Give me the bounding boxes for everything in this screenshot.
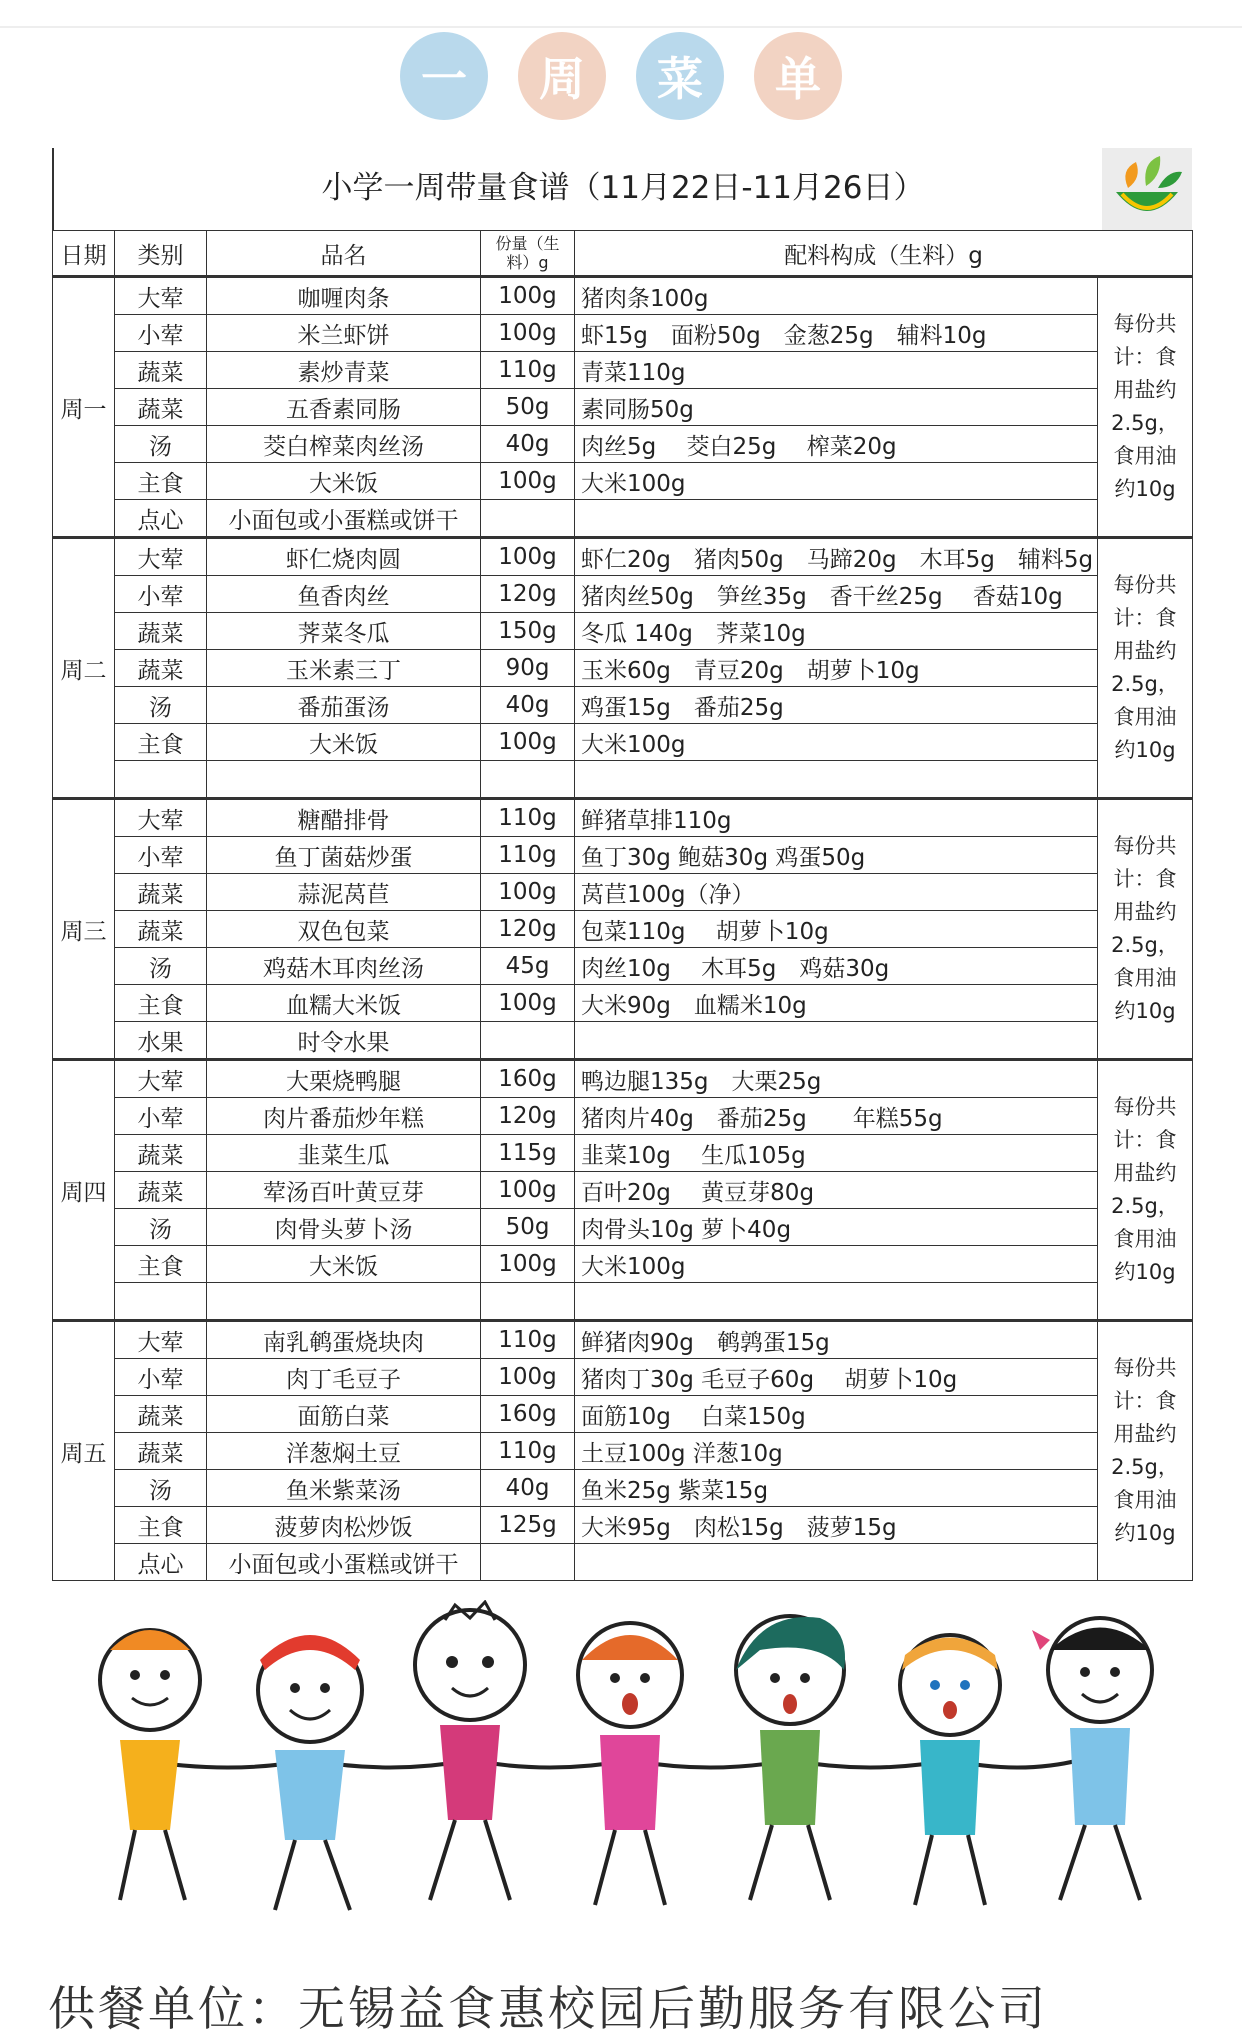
cell-type: 主食 <box>115 985 207 1022</box>
cell-ingredients: 包菜110g 胡萝卜10g <box>575 911 1098 948</box>
sheet-title-row <box>52 148 1192 230</box>
cell-type: 蔬菜 <box>115 911 207 948</box>
cell-ingredients <box>575 1544 1098 1581</box>
table-row <box>53 500 1193 538</box>
cell-type: 点心 <box>115 500 207 538</box>
cell-dish: 肉丁毛豆子 <box>207 1359 481 1396</box>
cell-dish: 血糯大米饭 <box>207 985 481 1022</box>
cell-dish: 玉米素三丁 <box>207 650 481 687</box>
cell-dish: 茭白榨菜肉丝汤 <box>207 426 481 463</box>
cell-ingredients: 虾仁20g 猪肉50g 马蹄20g 木耳5g 辅料5g <box>575 538 1098 576</box>
cell-dish: 糖醋排骨 <box>207 799 481 837</box>
nutrition-note: 每份共计：食用盐约2.5g，食用油约10g <box>1098 277 1193 538</box>
nutrition-note: 每份共计：食用盐约2.5g，食用油约10g <box>1098 799 1193 1060</box>
day-cell: 周二 <box>53 538 115 799</box>
cell-ingredients: 猪肉丁30g 毛豆子60g 胡萝卜10g <box>575 1359 1098 1396</box>
cell-ingredients: 韭菜10g 生瓜105g <box>575 1135 1098 1172</box>
bowl-logo-icon <box>1102 148 1192 230</box>
cell-dish: 鸡菇木耳肉丝汤 <box>207 948 481 985</box>
table-row <box>53 1209 1193 1246</box>
cell-dish: 荤汤百叶黄豆芽 <box>207 1172 481 1209</box>
kid-5 <box>736 1616 845 1900</box>
cell-type: 大荤 <box>115 1060 207 1098</box>
cell-type: 小荤 <box>115 315 207 352</box>
header-circle-2: 周 <box>518 32 606 120</box>
cell-amount: 110g <box>481 837 575 874</box>
cell-type: 蔬菜 <box>115 389 207 426</box>
cell-type: 大荤 <box>115 1321 207 1359</box>
cell-type: 小荤 <box>115 1098 207 1135</box>
cell-ingredients: 猪肉片40g 番茄25g 年糕55g <box>575 1098 1098 1135</box>
cell-type: 主食 <box>115 1507 207 1544</box>
table-row <box>53 426 1193 463</box>
header-circle-3: 菜 <box>636 32 724 120</box>
cell-amount: 110g <box>481 799 575 837</box>
cell-amount: 100g <box>481 1359 575 1396</box>
cell-amount: 160g <box>481 1396 575 1433</box>
cell-ingredients: 虾15g 面粉50g 金葱25g 辅料10g <box>575 315 1098 352</box>
cell-dish: 面筋白菜 <box>207 1396 481 1433</box>
table-row <box>53 1507 1193 1544</box>
cell-type: 点心 <box>115 1544 207 1581</box>
cell-ingredients: 玉米60g 青豆20g 胡萝卜10g <box>575 650 1098 687</box>
cell-amount: 40g <box>481 1470 575 1507</box>
cell-dish: 番茄蛋汤 <box>207 687 481 724</box>
table-row <box>53 687 1193 724</box>
table-row <box>53 874 1193 911</box>
table-row <box>53 389 1193 426</box>
cell-type: 小荤 <box>115 1359 207 1396</box>
cell-ingredients <box>575 500 1098 538</box>
cell-amount: 160g <box>481 1060 575 1098</box>
children-holding-hands-illustration <box>60 1600 1180 1940</box>
cell-ingredients: 鲜猪草排110g <box>575 799 1098 837</box>
cell-ingredients: 猪肉条100g <box>575 277 1098 315</box>
cell-type: 水果 <box>115 1022 207 1060</box>
kid-6 <box>900 1635 1000 1905</box>
cell-amount: 100g <box>481 1172 575 1209</box>
table-row <box>53 576 1193 613</box>
cell-dish: 蒜泥莴苣 <box>207 874 481 911</box>
cell-amount: 120g <box>481 911 575 948</box>
cell-amount <box>481 761 575 799</box>
table-row <box>53 277 1193 315</box>
cell-ingredients: 鲜猪肉90g 鹌鹑蛋15g <box>575 1321 1098 1359</box>
cell-amount: 100g <box>481 315 575 352</box>
header-circle-1: 一 <box>400 32 488 120</box>
cell-amount: 115g <box>481 1135 575 1172</box>
cell-dish: 荠菜冬瓜 <box>207 613 481 650</box>
cell-type: 主食 <box>115 1246 207 1283</box>
cell-type: 蔬菜 <box>115 1433 207 1470</box>
cell-amount: 100g <box>481 724 575 761</box>
cell-amount: 100g <box>481 538 575 576</box>
cell-dish: 小面包或小蛋糕或饼干 <box>207 500 481 538</box>
cell-type <box>115 761 207 799</box>
kid-2 <box>258 1635 362 1910</box>
table-row <box>53 799 1193 837</box>
table-row <box>53 1172 1193 1209</box>
cell-ingredients: 肉丝10g 木耳5g 鸡菇30g <box>575 948 1098 985</box>
cell-amount: 50g <box>481 1209 575 1246</box>
cell-type: 小荤 <box>115 837 207 874</box>
table-row <box>53 837 1193 874</box>
cell-type: 汤 <box>115 687 207 724</box>
table-row <box>53 315 1193 352</box>
cell-amount: 100g <box>481 985 575 1022</box>
cell-type: 汤 <box>115 426 207 463</box>
day-cell: 周五 <box>53 1321 115 1581</box>
menu-sheet <box>52 148 1192 1581</box>
cell-ingredients: 土豆100g 洋葱10g <box>575 1433 1098 1470</box>
day-cell: 周四 <box>53 1060 115 1321</box>
cell-type: 蔬菜 <box>115 1172 207 1209</box>
cell-dish: 大米饭 <box>207 724 481 761</box>
table-row <box>53 463 1193 500</box>
cell-ingredients: 大米100g <box>575 1246 1098 1283</box>
cell-type: 主食 <box>115 724 207 761</box>
cell-amount: 50g <box>481 389 575 426</box>
cell-dish: 菠萝肉松炒饭 <box>207 1507 481 1544</box>
cell-dish: 咖喱肉条 <box>207 277 481 315</box>
cell-ingredients: 鱼米25g 紫菜15g <box>575 1470 1098 1507</box>
table-row <box>53 724 1193 761</box>
table-row <box>53 1433 1193 1470</box>
cell-type: 蔬菜 <box>115 874 207 911</box>
cell-type: 大荤 <box>115 538 207 576</box>
cell-dish: 大栗烧鸭腿 <box>207 1060 481 1098</box>
supplier-footer: 供餐单位：无锡益食惠校园后勤服务有限公司 <box>48 1982 1048 2037</box>
cell-dish: 五香素同肠 <box>207 389 481 426</box>
table-header-row <box>53 231 1193 277</box>
cell-ingredients: 面筋10g 白菜150g <box>575 1396 1098 1433</box>
cell-ingredients: 大米100g <box>575 463 1098 500</box>
table-row <box>53 1246 1193 1283</box>
table-row <box>53 761 1193 799</box>
cell-amount: 120g <box>481 576 575 613</box>
cell-amount <box>481 1283 575 1321</box>
table-row <box>53 650 1193 687</box>
cell-type: 汤 <box>115 948 207 985</box>
table-row <box>53 1022 1193 1060</box>
col-header-amount: 份量（生料）g <box>481 231 575 277</box>
cell-dish <box>207 761 481 799</box>
table-row <box>53 1135 1193 1172</box>
cell-type: 蔬菜 <box>115 613 207 650</box>
table-row <box>53 911 1193 948</box>
sheet-title: 小学一周带量食谱（11月22日-11月26日） <box>321 170 925 206</box>
cell-dish: 鱼米紫菜汤 <box>207 1470 481 1507</box>
col-header-dish: 品名 <box>207 231 481 277</box>
cell-type: 蔬菜 <box>115 352 207 389</box>
cell-dish: 双色包菜 <box>207 911 481 948</box>
table-row <box>53 1060 1193 1098</box>
cell-amount: 100g <box>481 874 575 911</box>
cell-ingredients: 百叶20g 黄豆芽80g <box>575 1172 1098 1209</box>
day-cell: 周三 <box>53 799 115 1060</box>
cell-amount: 100g <box>481 1246 575 1283</box>
cell-dish: 南乳鹌蛋烧块肉 <box>207 1321 481 1359</box>
cell-amount <box>481 1544 575 1581</box>
cell-amount: 45g <box>481 948 575 985</box>
col-header-day: 日期 <box>53 231 115 277</box>
table-row <box>53 538 1193 576</box>
cell-ingredients: 莴苣100g（净） <box>575 874 1098 911</box>
table-row <box>53 1359 1193 1396</box>
cell-dish: 大米饭 <box>207 463 481 500</box>
cell-amount: 40g <box>481 687 575 724</box>
cell-ingredients <box>575 1022 1098 1060</box>
cell-dish: 米兰虾饼 <box>207 315 481 352</box>
cell-dish <box>207 1283 481 1321</box>
cell-ingredients: 冬瓜 140g 荠菜10g <box>575 613 1098 650</box>
table-row <box>53 1283 1193 1321</box>
cell-ingredients: 猪肉丝50g 笋丝35g 香干丝25g 香菇10g <box>575 576 1098 613</box>
cell-ingredients: 肉丝5g 茭白25g 榨菜20g <box>575 426 1098 463</box>
kid-3 <box>415 1602 525 1900</box>
cell-amount: 100g <box>481 277 575 315</box>
table-row <box>53 352 1193 389</box>
kid-7 <box>1032 1618 1152 1900</box>
cell-amount: 110g <box>481 352 575 389</box>
cell-dish: 鱼香肉丝 <box>207 576 481 613</box>
cell-dish: 肉骨头萝卜汤 <box>207 1209 481 1246</box>
cell-ingredients: 鱼丁30g 鲍菇30g 鸡蛋50g <box>575 837 1098 874</box>
cell-ingredients: 大米95g 肉松15g 菠萝15g <box>575 1507 1098 1544</box>
col-header-type: 类别 <box>115 231 207 277</box>
nutrition-note: 每份共计：食用盐约2.5g，食用油约10g <box>1098 1321 1193 1581</box>
cell-dish: 时令水果 <box>207 1022 481 1060</box>
cell-ingredients <box>575 761 1098 799</box>
cell-dish: 肉片番茄炒年糕 <box>207 1098 481 1135</box>
cell-amount: 40g <box>481 426 575 463</box>
cell-type: 汤 <box>115 1470 207 1507</box>
cell-type: 主食 <box>115 463 207 500</box>
cell-amount: 125g <box>481 1507 575 1544</box>
menu-table <box>52 230 1193 1581</box>
cell-type: 蔬菜 <box>115 1135 207 1172</box>
day-cell: 周一 <box>53 277 115 538</box>
table-row <box>53 985 1193 1022</box>
cell-dish: 大米饭 <box>207 1246 481 1283</box>
cell-type: 大荤 <box>115 799 207 837</box>
cell-type: 蔬菜 <box>115 650 207 687</box>
table-row <box>53 613 1193 650</box>
cell-amount: 150g <box>481 613 575 650</box>
cell-amount: 90g <box>481 650 575 687</box>
cell-amount: 110g <box>481 1433 575 1470</box>
cell-type: 蔬菜 <box>115 1396 207 1433</box>
cell-dish: 鱼丁菌菇炒蛋 <box>207 837 481 874</box>
cell-dish: 韭菜生瓜 <box>207 1135 481 1172</box>
cell-amount <box>481 500 575 538</box>
top-divider <box>0 26 1242 28</box>
cell-amount <box>481 1022 575 1060</box>
table-row <box>53 1321 1193 1359</box>
table-row <box>53 1544 1193 1581</box>
cell-ingredients: 大米90g 血糯米10g <box>575 985 1098 1022</box>
table-row <box>53 948 1193 985</box>
nutrition-note: 每份共计：食用盐约2.5g，食用油约10g <box>1098 1060 1193 1321</box>
table-row <box>53 1098 1193 1135</box>
weekly-menu-header <box>0 32 1242 122</box>
cell-amount: 110g <box>481 1321 575 1359</box>
table-row <box>53 1470 1193 1507</box>
col-header-ingredients: 配料构成（生料）g <box>575 231 1193 277</box>
cell-ingredients: 肉骨头10g 萝卜40g <box>575 1209 1098 1246</box>
table-row <box>53 1396 1193 1433</box>
cell-dish: 素炒青菜 <box>207 352 481 389</box>
cell-amount: 100g <box>481 463 575 500</box>
cell-ingredients: 素同肠50g <box>575 389 1098 426</box>
cell-ingredients: 大米100g <box>575 724 1098 761</box>
cell-ingredients: 鸡蛋15g 番茄25g <box>575 687 1098 724</box>
cell-dish: 洋葱焖土豆 <box>207 1433 481 1470</box>
cell-type: 汤 <box>115 1209 207 1246</box>
cell-ingredients: 青菜110g <box>575 352 1098 389</box>
cell-amount: 120g <box>481 1098 575 1135</box>
cell-ingredients <box>575 1283 1098 1321</box>
nutrition-note: 每份共计：食用盐约2.5g，食用油约10g <box>1098 538 1193 799</box>
cell-type: 大荤 <box>115 277 207 315</box>
cell-dish: 小面包或小蛋糕或饼干 <box>207 1544 481 1581</box>
cell-dish: 虾仁烧肉圆 <box>207 538 481 576</box>
cell-type <box>115 1283 207 1321</box>
menu-body <box>53 277 1193 1581</box>
cell-ingredients: 鸭边腿135g 大栗25g <box>575 1060 1098 1098</box>
cell-type: 小荤 <box>115 576 207 613</box>
header-circle-4: 单 <box>754 32 842 120</box>
